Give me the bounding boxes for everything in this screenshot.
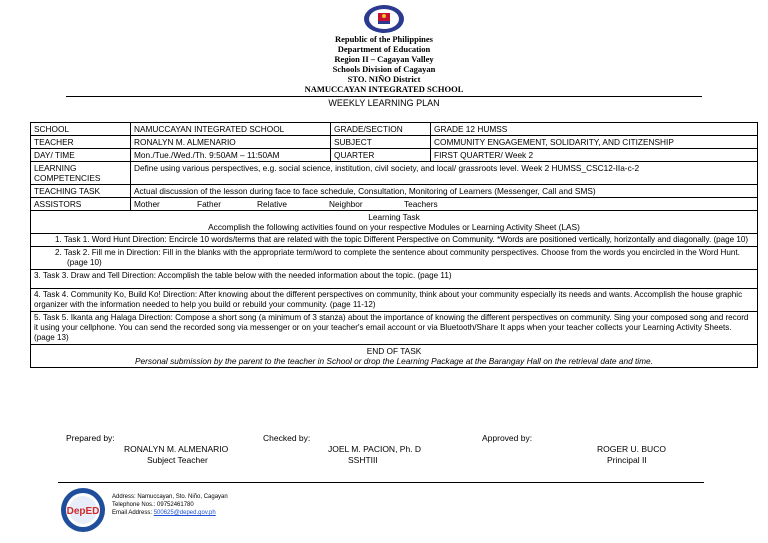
table-row (31, 149, 758, 162)
table-row (31, 136, 758, 149)
day-value: Mon./Tue./Wed./Th. 9:50AM – 11:50AM (131, 149, 331, 162)
deped-seal-icon (362, 4, 406, 34)
quarter-value: FIRST QUARTER/ Week 2 (431, 149, 758, 162)
footer-divider (58, 482, 704, 483)
table-row (31, 289, 758, 312)
task-3: 3. Task 3. Draw and Tell Direction: Accomplish the table below with the needed information about the topic. (page 11) (31, 270, 758, 289)
table-row (31, 211, 758, 234)
table-row (31, 247, 758, 270)
assistor-item: Relative (257, 199, 287, 209)
grade-label: GRADE/SECTION (331, 123, 431, 136)
header-department: Department of Education (337, 44, 431, 54)
assistor-item: Neighbor (329, 199, 363, 209)
prepared-by-title: Subject Teacher (147, 455, 208, 465)
footer-address: Address: Namuccayan, Sto. Niño, Cagayan (112, 494, 228, 500)
table-row (31, 312, 758, 345)
learning-task-intro: Accomplish the following activities found on your respective Modules or Learning Activity Sheet (LAS) (208, 222, 580, 232)
table-row (31, 185, 758, 198)
header-republic: Republic of the Philippines (334, 34, 433, 44)
day-label: DAY/ TIME (31, 149, 131, 162)
learning-task-header (31, 211, 758, 234)
footer-email-link[interactable]: 500625@deped.gov.ph (153, 510, 216, 516)
table-row (31, 162, 758, 185)
subject-label: SUBJECT (331, 136, 431, 149)
learning-plan-table (30, 122, 758, 368)
end-of-task-cell (31, 345, 758, 368)
task-4: 4. Task 4. Community Ko, Build Ko! Direction: After knowing about the different perspectives on community, think about your community especially its needs and wants. Accomplish the house graphic organizer with the information needed to help you build or rebuild your community. (page 11-12) (31, 289, 758, 312)
school-label: SCHOOL (31, 123, 131, 136)
table-row (31, 234, 758, 247)
teacher-value: RONALYN M. ALMENARIO (131, 136, 331, 149)
footer-contact (112, 493, 228, 517)
checked-by-label: Checked by: (263, 433, 311, 443)
subject-value: COMMUNITY ENGAGEMENT, SOLIDARITY, AND CITIZENSHIP (431, 136, 758, 149)
header-school: NAMUCCAYAN INTEGRATED SCHOOL (304, 84, 464, 94)
footer-email-row (112, 509, 228, 517)
assistors-label: ASSISTORS (31, 198, 131, 211)
header-region: Region II – Cagayan Valley (334, 54, 434, 64)
school-logo-icon (60, 487, 106, 533)
competencies-label: LEARNING COMPETENCIES (31, 162, 131, 185)
header-division: Schools Division of Cagayan (332, 64, 436, 74)
prepared-by-name: RONALYN M. ALMENARIO (124, 444, 229, 454)
teacher-label: TEACHER (31, 136, 131, 149)
table-row (31, 345, 758, 368)
teaching-task-value: Actual discussion of the lesson during face to face schedule, Consultation, Monitoring of Learners (Messenger, Call and SMS) (131, 185, 758, 198)
learning-task-heading: Learning Task (368, 212, 420, 222)
table-row (31, 270, 758, 289)
assistors-list (131, 198, 758, 211)
checked-by-name: JOEL M. PACION, Ph. D (328, 444, 422, 454)
grade-value: GRADE 12 HUMSS (431, 123, 758, 136)
prepared-by-label: Prepared by: (66, 433, 115, 443)
approved-by-title: Principal II (607, 455, 647, 465)
checked-by-title: SSHTIII (348, 455, 378, 465)
end-of-task: END OF TASK (366, 346, 422, 356)
submission-note: Personal submission by the parent to the teacher in School or drop the Learning Package at the Barangay Hall on the retrieval date and time. (135, 356, 653, 366)
assistor-item: Teachers (404, 199, 438, 209)
quarter-label: QUARTER (331, 149, 431, 162)
table-row (31, 123, 758, 136)
task-5: 5. Task 5. Ikanta ang Halaga Direction: Compose a short song (a minimum of 3 stanza) about the importance of knowing the different perspectives on community. Sing your composed song and record it using your cellphone. You can send the recorded song via messenger or on your teacher's email account or via Bluetooth/Share It apps when your teacher collects your Learning Activity Sheets. (page 13) (31, 312, 758, 345)
competencies-value: Define using various perspectives, e.g. social science, institution, civil society, and local/ grassroots level. Week 2 HUMSS_CSC12-IIa-c-2 (131, 162, 758, 185)
table-row (31, 198, 758, 211)
task-1: 1. Task 1. Word Hunt Direction: Encircle 10 words/terms that are related with the topic Different Perspective on Community. *Words are positioned vertically, horizontally and diagonally. (page 10) (31, 234, 758, 247)
header-district: STO. NIÑO District (347, 74, 421, 84)
assistor-item: Mother (134, 199, 160, 209)
school-value: NAMUCCAYAN INTEGRATED SCHOOL (131, 123, 331, 136)
footer-email-label: Email Address: (112, 510, 154, 516)
logo-text: DepED (66, 506, 100, 517)
assistor-item: Father (197, 199, 221, 209)
approved-by-name: ROGER U. BUCO (597, 444, 666, 454)
page-title: WEEKLY LEARNING PLAN (328, 98, 440, 108)
task-2: 2. Task 2. Fill me in Direction: Fill in the blanks with the appropriate term/word to complete the sentence about community perspectives. Choose from the words you encircled in the Word Hunt. (page 10) (31, 247, 758, 270)
teaching-task-label: TEACHING TASK (31, 185, 131, 198)
approved-by-label: Approved by: (482, 433, 533, 443)
header-divider (66, 96, 702, 97)
footer-phone: Telephone Nos.: 09752461780 (112, 502, 194, 508)
